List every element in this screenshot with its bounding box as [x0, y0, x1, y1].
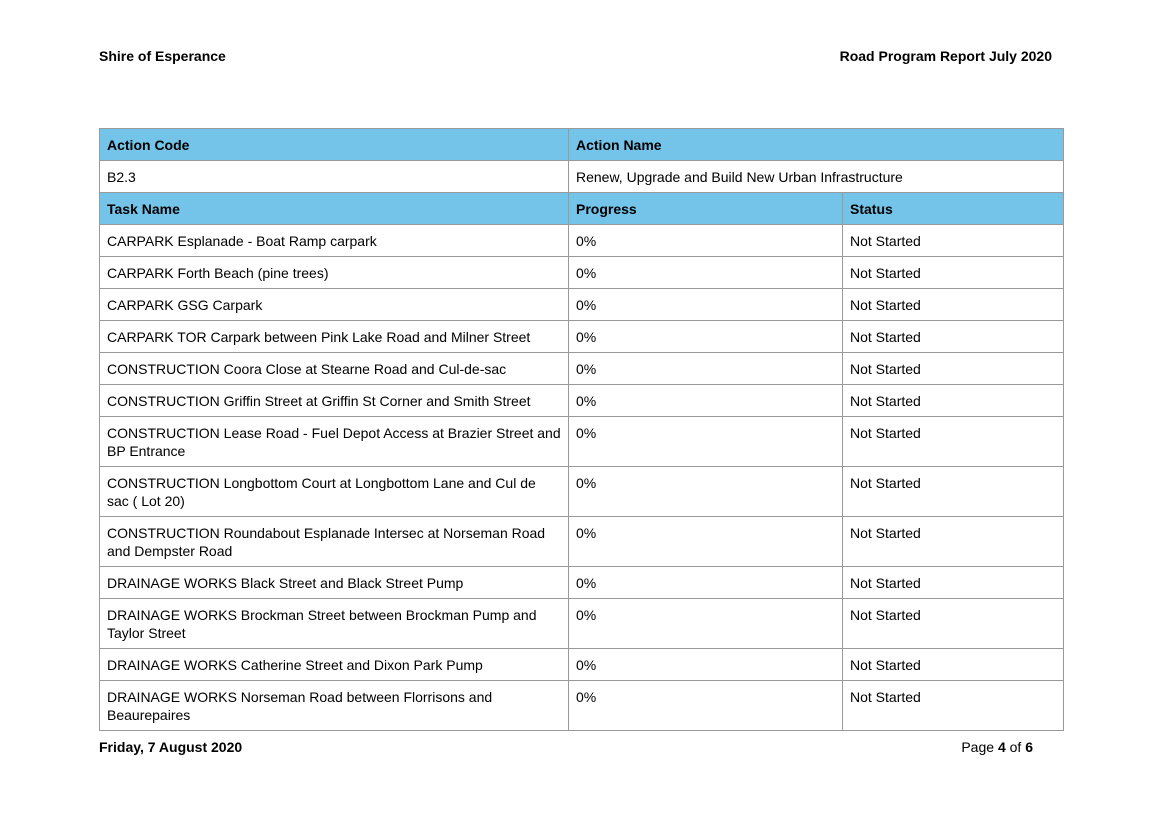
action-row [100, 161, 1064, 193]
task-header-row [100, 193, 1064, 225]
task-name-cell: CARPARK Forth Beach (pine trees) [100, 257, 569, 289]
progress-cell: 0% [569, 681, 843, 731]
status-cell: Not Started [843, 225, 1064, 257]
action-name-cell: Renew, Upgrade and Build New Urban Infrastructure [569, 161, 1064, 193]
status-cell: Not Started [843, 567, 1064, 599]
task-name-cell: CONSTRUCTION Griffin Street at Griffin St Corner and Smith Street [100, 385, 569, 417]
progress-cell: 0% [569, 649, 843, 681]
table-row [100, 467, 1064, 517]
task-name-cell: CARPARK GSG Carpark [100, 289, 569, 321]
progress-cell: 0% [569, 353, 843, 385]
status-cell: Not Started [843, 353, 1064, 385]
task-name-cell: CARPARK TOR Carpark between Pink Lake Road and Milner Street [100, 321, 569, 353]
progress-cell: 0% [569, 321, 843, 353]
progress-cell: 0% [569, 467, 843, 517]
task-name-cell: DRAINAGE WORKS Norseman Road between Florrisons and Beaurepaires [100, 681, 569, 731]
progress-cell: 0% [569, 417, 843, 467]
report-date: Friday, 7 August 2020 [99, 739, 243, 755]
action-header-row [100, 129, 1064, 161]
table-row [100, 225, 1064, 257]
task-name-cell: DRAINAGE WORKS Black Street and Black Street Pump [100, 567, 569, 599]
status-cell: Not Started [843, 257, 1064, 289]
task-name-cell: CONSTRUCTION Lease Road - Fuel Depot Access at Brazier Street and BP Entrance [100, 417, 569, 467]
table-row [100, 353, 1064, 385]
status-cell: Not Started [843, 599, 1064, 649]
progress-cell: 0% [569, 567, 843, 599]
task-name-cell: CONSTRUCTION Coora Close at Stearne Road and Cul-de-sac [100, 353, 569, 385]
status-cell: Not Started [843, 417, 1064, 467]
task-name-cell: CARPARK Esplanade - Boat Ramp carpark [100, 225, 569, 257]
progress-cell: 0% [569, 599, 843, 649]
progress-cell: 0% [569, 385, 843, 417]
organisation-name: Shire of Esperance [99, 48, 226, 64]
action-name-header: Action Name [569, 129, 1064, 161]
page-of: of [1009, 739, 1022, 755]
task-name-cell: DRAINAGE WORKS Catherine Street and Dixon Park Pump [100, 649, 569, 681]
table-row [100, 517, 1064, 567]
progress-cell: 0% [569, 225, 843, 257]
page-number [961, 739, 1033, 755]
table-row [100, 599, 1064, 649]
status-cell: Not Started [843, 649, 1064, 681]
progress-cell: 0% [569, 257, 843, 289]
progress-header: Progress [569, 193, 843, 225]
table-row [100, 257, 1064, 289]
page-current: 4 [997, 739, 1006, 755]
status-cell: Not Started [843, 681, 1064, 731]
task-name-header: Task Name [100, 193, 569, 225]
task-name-cell: DRAINAGE WORKS Brockman Street between Brockman Pump and Taylor Street [100, 599, 569, 649]
table-row [100, 417, 1064, 467]
progress-cell: 0% [569, 517, 843, 567]
status-cell: Not Started [843, 517, 1064, 567]
status-cell: Not Started [843, 289, 1064, 321]
status-cell: Not Started [843, 467, 1064, 517]
status-cell: Not Started [843, 385, 1064, 417]
table-row [100, 649, 1064, 681]
table-row [100, 567, 1064, 599]
progress-cell: 0% [569, 289, 843, 321]
table-row [100, 681, 1064, 731]
road-program-table [99, 128, 1064, 731]
table-row [100, 385, 1064, 417]
page-total: 6 [1025, 739, 1033, 755]
action-code-cell: B2.3 [100, 161, 569, 193]
page-word: Page [961, 739, 995, 755]
report-title: Road Program Report July 2020 [839, 48, 1052, 64]
status-header: Status [843, 193, 1064, 225]
action-code-header: Action Code [100, 129, 569, 161]
table-row [100, 321, 1064, 353]
task-name-cell: CONSTRUCTION Longbottom Court at Longbottom Lane and Cul de sac ( Lot 20) [100, 467, 569, 517]
task-name-cell: CONSTRUCTION Roundabout Esplanade Intersec at Norseman Road and Dempster Road [100, 517, 569, 567]
table-row [100, 289, 1064, 321]
status-cell: Not Started [843, 321, 1064, 353]
